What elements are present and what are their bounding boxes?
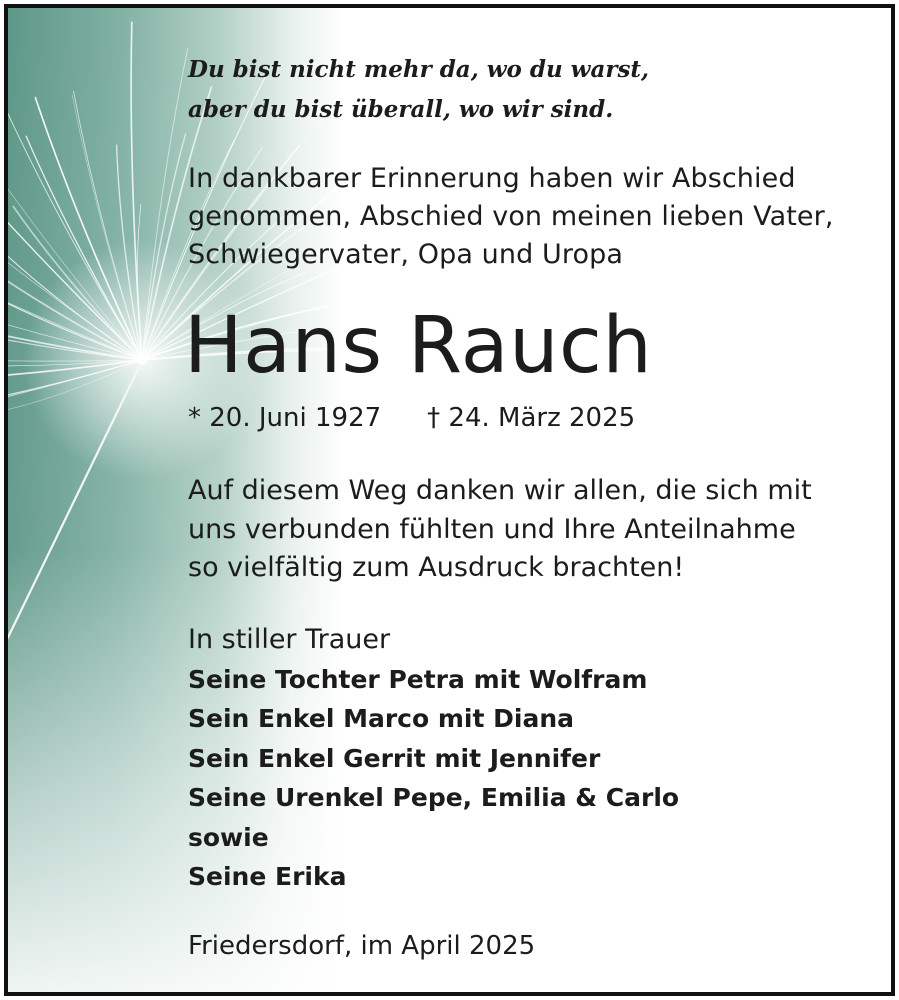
mourner-name: Seine Tochter Petra mit Wolfram bbox=[188, 664, 648, 694]
obituary-card bbox=[4, 4, 895, 996]
mourners-list bbox=[188, 620, 679, 897]
intro-text bbox=[188, 160, 834, 274]
mourner-name: Sein Enkel Marco mit Diana bbox=[188, 704, 574, 733]
intro-line: In dankbarer Erinnerung haben wir Abschied bbox=[188, 163, 796, 194]
quote-line: aber du bist überall, wo wir sind. bbox=[188, 96, 614, 123]
deceased-name: Hans Rauch bbox=[184, 301, 653, 391]
thanks-line: Auf diesem Weg danken wir allen, die sich mit bbox=[188, 475, 812, 506]
life-dates bbox=[188, 398, 635, 438]
thanks-line: so vielfältig zum Ausdruck brachten! bbox=[188, 552, 685, 583]
mourner-name: Sein Enkel Gerrit mit Jennifer bbox=[188, 743, 601, 773]
birth-date: * 20. Juni 1927 bbox=[188, 403, 382, 433]
intro-line: genommen, Abschied von meinen lieben Vater, bbox=[188, 201, 834, 232]
mourners-heading: In stiller Trauer bbox=[188, 624, 391, 655]
mourner-name: Seine Erika bbox=[188, 862, 347, 891]
death-date: † 24. März 2025 bbox=[427, 403, 636, 433]
mourner-name: sowie bbox=[188, 822, 269, 852]
quote-line: Du bist nicht mehr da, wo du warst, bbox=[188, 56, 650, 83]
intro-line: Schwiegervater, Opa und Uropa bbox=[188, 239, 623, 270]
thanks-text bbox=[188, 472, 812, 588]
quote bbox=[188, 50, 649, 130]
thanks-line: uns verbunden fühlten und Ihre Anteilnahme bbox=[188, 513, 796, 545]
place-and-date: Friedersdorf, im April 2025 bbox=[188, 931, 536, 961]
mourner-name: Seine Urenkel Pepe, Emilia & Carlo bbox=[188, 783, 680, 812]
